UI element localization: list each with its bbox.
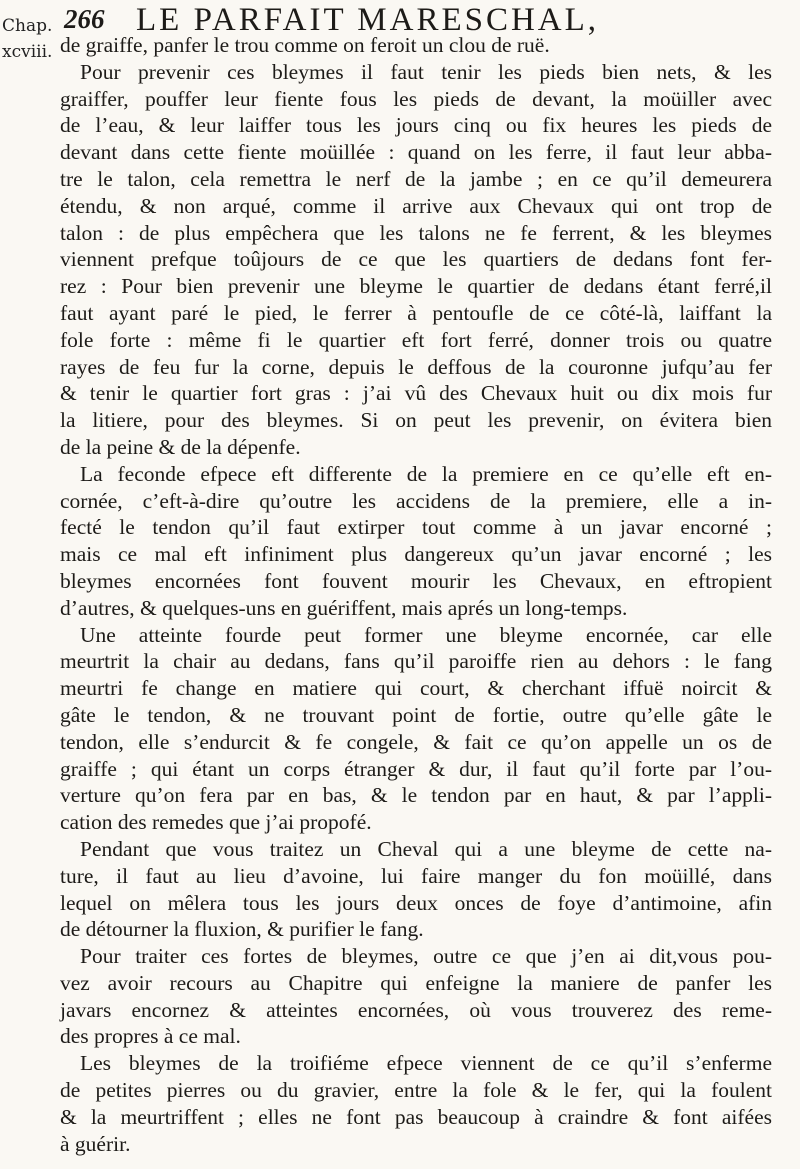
- running-title: LE PARFAIT MARESCHAL,: [136, 2, 600, 38]
- text-line: la litiere, pour des bleymes. Si on peut les prevenir, on évitera bien: [60, 408, 772, 433]
- text-line: rez : Pour bien prevenir une bleyme le quartier de dedans étant ferré,il: [60, 274, 772, 299]
- text-line: mais ce mal eft infiniment plus dangereux qu’un javar encorné ; les: [60, 542, 772, 567]
- text-line: de petites pierres ou du gravier, entre la fole & le fer, qui la foulent: [60, 1078, 772, 1103]
- text-line: faut ayant paré le pied, le ferrer à pentoufle de ce côté-là, laiffant la: [60, 300, 772, 325]
- text-line: Pour traiter ces fortes de bleymes, outre ce que j’en ai dit,vous pou-: [80, 944, 772, 969]
- text-line: ture, il faut au lieu d’avoine, lui faire manger du fon moüillé, dans: [60, 863, 772, 888]
- text-line: cation des remedes que j’ai propofé.: [60, 810, 372, 835]
- text-line: meurtrit la chair au dedans, fans qu’il paroiffe rien au dehors : le fang: [60, 649, 772, 674]
- text-line: verture qu’on fera par en bas, & le tendon par en haut, & par l’appli-: [60, 783, 772, 808]
- chapter-number: xcviii.: [2, 42, 53, 62]
- text-line: Les bleymes de la troifiéme efpece viennent de ce qu’il s’enferme: [80, 1051, 772, 1076]
- text-line: fole forte : même fi le quartier eft fort ferré, donner trois ou quatre: [60, 327, 772, 352]
- page-number: 266: [64, 4, 105, 34]
- text-line: d’autres, & quelques-uns en guériffent, mais aprés un long-temps.: [60, 595, 628, 620]
- text-line: javars encornez & atteintes encornées, où vous trouverez des reme-: [60, 997, 772, 1022]
- body-text: [60, 32, 772, 1157]
- text-line: de détourner la fluxion, & purifier le fang.: [60, 917, 424, 942]
- text-line: graiffer, pouffer leur fiente fous les pieds de devant, la moüiller avec: [60, 86, 772, 111]
- text-line: tre le talon, cela remettra le nerf de la jambe ; en ce qu’il demeurera: [60, 166, 772, 191]
- text-line: cornée, c’eft-à-dire qu’outre les accidens de la premiere, elle a in-: [60, 488, 772, 513]
- text-line: Pour prevenir ces bleymes il faut tenir les pieds bien nets, & les: [80, 59, 772, 84]
- text-line: Une atteinte fourde peut former une bleyme encornée, car elle: [80, 622, 772, 647]
- text-line: étendu, & non arqué, comme il arrive aux Chevaux qui ont trop de: [60, 193, 772, 218]
- text-line: rayes de feu fur la corne, depuis le deffous de la couronne jufqu’au fer: [60, 354, 772, 379]
- text-line: à guérir.: [60, 1131, 131, 1156]
- text-line: fecté le tendon qu’il faut extirper tout comme à un javar encorné ;: [60, 515, 772, 540]
- text-line: talon : de plus empêchera que les talons ne fe ferrent, & les bleymes: [60, 220, 772, 245]
- text-line: La feconde efpece eft differente de la premiere en ce qu’elle eft en-: [80, 461, 772, 486]
- chapter-margin-note: [2, 13, 53, 65]
- text-line: & tenir le quartier fort gras : j’ai vû des Chevaux huit ou dix mois fur: [60, 381, 772, 406]
- text-line: des propres à ce mal.: [60, 1024, 241, 1049]
- text-line: tendon, elle s’endurcit & fe congele, & fait ce qu’on appelle un os de: [60, 729, 772, 754]
- text-line: bleymes encornées font fouvent mourir les Chevaux, en eftropient: [60, 568, 772, 593]
- text-line: de graiffe, panfer le trou comme on feroit un clou de ruë.: [60, 33, 550, 57]
- text-line: & la meurtriffent ; elles ne font pas beaucoup à craindre & font aifées: [60, 1104, 772, 1129]
- text-line: viennent prefque toûjours de ce que les quartiers de dedans font fer-: [60, 247, 772, 272]
- text-line: meurtri fe change en matiere qui court, & cherchant iffuë noircit &: [60, 676, 772, 701]
- text-line: lequel on mêlera tous les jours deux onces de foye d’antimoine, afin: [60, 890, 772, 915]
- text-line: de la peine & de la dépenfe.: [60, 434, 301, 459]
- text-line: vez avoir recours au Chapitre qui enfeigne la maniere de panfer les: [60, 970, 772, 995]
- text-line: devant dans cette fiente moüillée : quand on les ferre, il faut leur abba-: [60, 140, 772, 165]
- text-line: Pendant que vous traitez un Cheval qui a une bleyme de cette na-: [80, 836, 772, 861]
- text-line: gâte le tendon, & ne trouvant point de fortie, outre qu’elle gâte le: [60, 702, 772, 727]
- text-line: graiffe ; qui étant un corps étranger & dur, il faut qu’il forte par l’ou-: [60, 756, 772, 781]
- chapter-label: Chap.: [2, 16, 53, 36]
- text-line: de l’eau, & leur laiffer tous les jours cinq ou fix heures les pieds de: [60, 113, 772, 138]
